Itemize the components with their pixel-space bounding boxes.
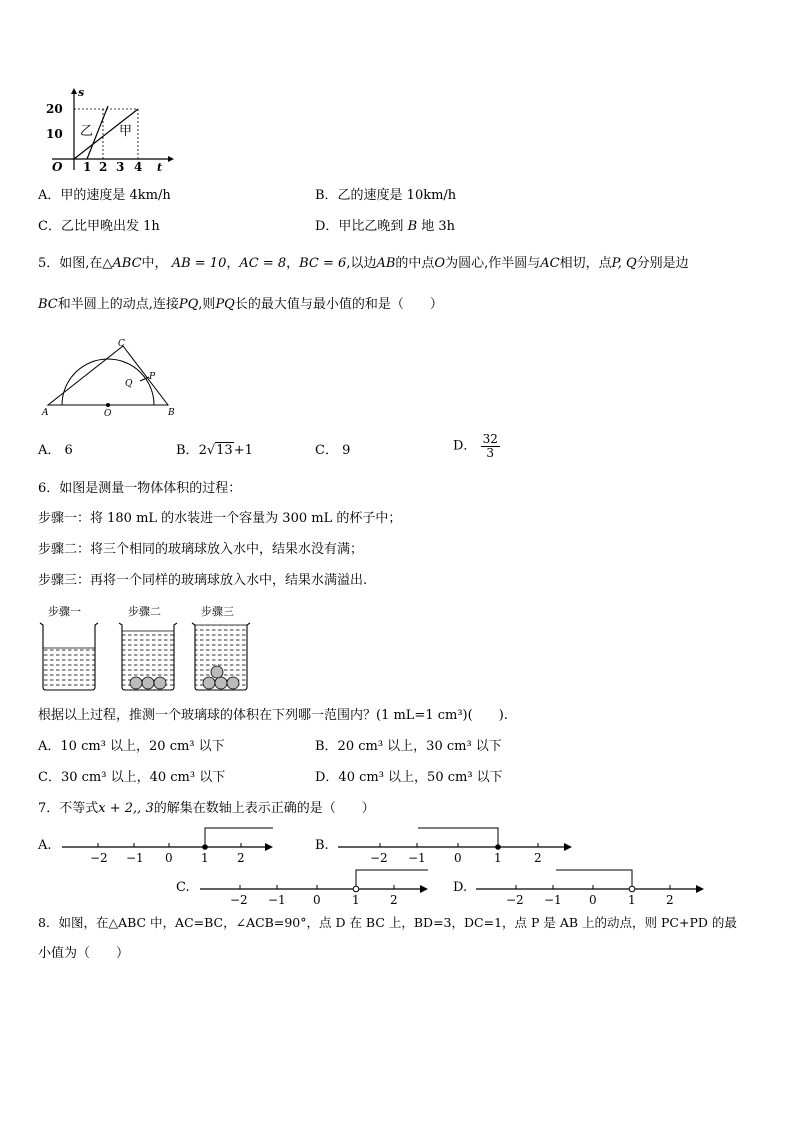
- q7-stem: 7．不等式x + 2,, 3的解集在数轴上表示正确的是（ ）: [38, 801, 375, 816]
- svg-text:2: 2: [237, 851, 245, 865]
- q4-xtick-1: 1: [83, 160, 92, 174]
- q6-option-c[interactable]: C．30 cm³ 以上，40 cm³ 以下: [38, 770, 226, 785]
- q5-fig-a: A: [42, 408, 49, 418]
- svg-text:1: 1: [494, 851, 502, 865]
- q6-cup-1: [40, 623, 98, 690]
- svg-text:−1: −1: [408, 851, 426, 865]
- q7-numberline-c[interactable]: [198, 868, 438, 908]
- q7-option-a-label[interactable]: A.: [38, 838, 52, 853]
- q4-ytick-10: 10: [46, 127, 63, 141]
- q4-origin: O: [52, 160, 63, 174]
- q7-option-d-label[interactable]: D.: [453, 880, 468, 895]
- q4-xtick-3: 3: [116, 160, 125, 174]
- q8-stem-line1: 8．如图，在△ABC 中，AC=BC，∠ACB=90°，点 D 在 BC 上，BD=3，DC=1，点 P 是 AB 上的动点，则 PC+PD 的最: [38, 915, 737, 930]
- q4-option-d-pre: D．甲比乙晚到: [315, 219, 404, 234]
- svg-text:2: 2: [666, 893, 674, 907]
- q6-cup-label-3: 步骤三: [201, 605, 234, 618]
- q7-option-c-label[interactable]: C.: [176, 880, 190, 895]
- svg-text:2: 2: [390, 893, 398, 907]
- q7-numberline-b[interactable]: [336, 826, 581, 866]
- q4-option-d-var: B: [407, 219, 418, 234]
- q6-cup-3: [192, 623, 250, 690]
- q4-xtick-4: 4: [134, 160, 143, 174]
- svg-text:−2: −2: [90, 851, 108, 865]
- q4-option-b[interactable]: B．乙的速度是 10km/h: [315, 188, 457, 203]
- q6-step1: 步骤一：将 180 mL 的水装进一个容量为 300 mL 的杯子中；: [38, 511, 402, 526]
- q5-option-b[interactable]: B．2√13+1: [176, 443, 253, 458]
- q4-option-d-post: 地 3h: [421, 219, 456, 234]
- q6-step2: 步骤二：将三个相同的玻璃球放入水中，结果水没有满；: [38, 542, 364, 557]
- q6-option-d[interactable]: D．40 cm³ 以上，50 cm³ 以下: [315, 770, 503, 785]
- q6-option-b[interactable]: B．20 cm³ 以上，30 cm³ 以下: [315, 739, 502, 754]
- q5-fig-c: C: [118, 339, 125, 349]
- svg-text:−1: −1: [268, 893, 286, 907]
- svg-text:0: 0: [165, 851, 173, 865]
- svg-text:0: 0: [313, 893, 321, 907]
- q4-label-yi: 乙: [80, 124, 94, 139]
- q7-numberline-a[interactable]: [60, 826, 280, 866]
- q6-question: 根据以上过程，推测一个玻璃球的体积在下列哪一范围内？(1 mL=1 cm³)( ).: [38, 708, 508, 723]
- q6-step3: 步骤三：再将一个同样的玻璃球放入水中，结果水满溢出.: [38, 573, 368, 588]
- q6-cup-2: [119, 623, 177, 690]
- q5-fig-q: Q: [125, 379, 133, 389]
- q4-label-jia: 甲: [119, 124, 133, 139]
- q4-option-c[interactable]: C．乙比甲晚出发 1h: [38, 219, 160, 234]
- svg-text:2: 2: [534, 851, 542, 865]
- q5-fig-p: P: [149, 372, 156, 382]
- q5-stem-line2: BC和半圆上的动点,连接PQ,则PQ长的最大值与最小值的和是（ ）: [38, 297, 443, 312]
- q5-option-d-fraction: $\frac{32}{3}$: [482, 432, 498, 460]
- q5-figure: [40, 338, 180, 418]
- q5-option-d[interactable]: D． $\frac{32}{3}$: [453, 432, 498, 460]
- q5-fig-o: O: [104, 409, 112, 419]
- q4-graph: [40, 84, 180, 176]
- q4-ytick-20: 20: [46, 102, 63, 116]
- q6-cup-label-1: 步骤一: [48, 605, 81, 618]
- svg-text:−1: −1: [544, 893, 562, 907]
- q8-stem-line2: 小值为（ ）: [38, 946, 130, 961]
- svg-text:−2: −2: [506, 893, 524, 907]
- svg-text:−1: −1: [126, 851, 144, 865]
- q4-option-a[interactable]: A．甲的速度是 4km/h: [38, 188, 171, 203]
- q7-numberline-d[interactable]: [474, 868, 714, 908]
- q5-stem-line1: 5．如图,在△ABC中， AB = 10，AC = 8，BC = 6,以边AB的中点O为圆心,作半圆与AC相切，点P, Q分别是边: [38, 256, 689, 271]
- svg-text:−2: −2: [370, 851, 388, 865]
- q5-fig-b: B: [168, 408, 175, 418]
- svg-text:1: 1: [352, 893, 360, 907]
- q5-option-a[interactable]: A． 6: [38, 443, 73, 458]
- svg-text:1: 1: [201, 851, 209, 865]
- q6-intro: 6．如图是测量一物体体积的过程：: [38, 481, 242, 496]
- svg-text:0: 0: [454, 851, 462, 865]
- svg-text:−2: −2: [230, 893, 248, 907]
- svg-text:0: 0: [589, 893, 597, 907]
- q4-axis-y: s: [78, 86, 85, 99]
- q6-option-a[interactable]: A．10 cm³ 以上，20 cm³ 以下: [38, 739, 225, 754]
- q4-option-d[interactable]: [315, 219, 455, 235]
- q4-xtick-2: 2: [99, 160, 108, 174]
- q5-option-c[interactable]: C． 9: [315, 443, 351, 458]
- q6-cups-figure: [38, 603, 258, 695]
- q7-option-b-label[interactable]: B.: [315, 838, 329, 853]
- q6-cup-label-2: 步骤二: [128, 605, 161, 618]
- svg-text:1: 1: [628, 893, 636, 907]
- q4-axis-x: t: [157, 161, 163, 174]
